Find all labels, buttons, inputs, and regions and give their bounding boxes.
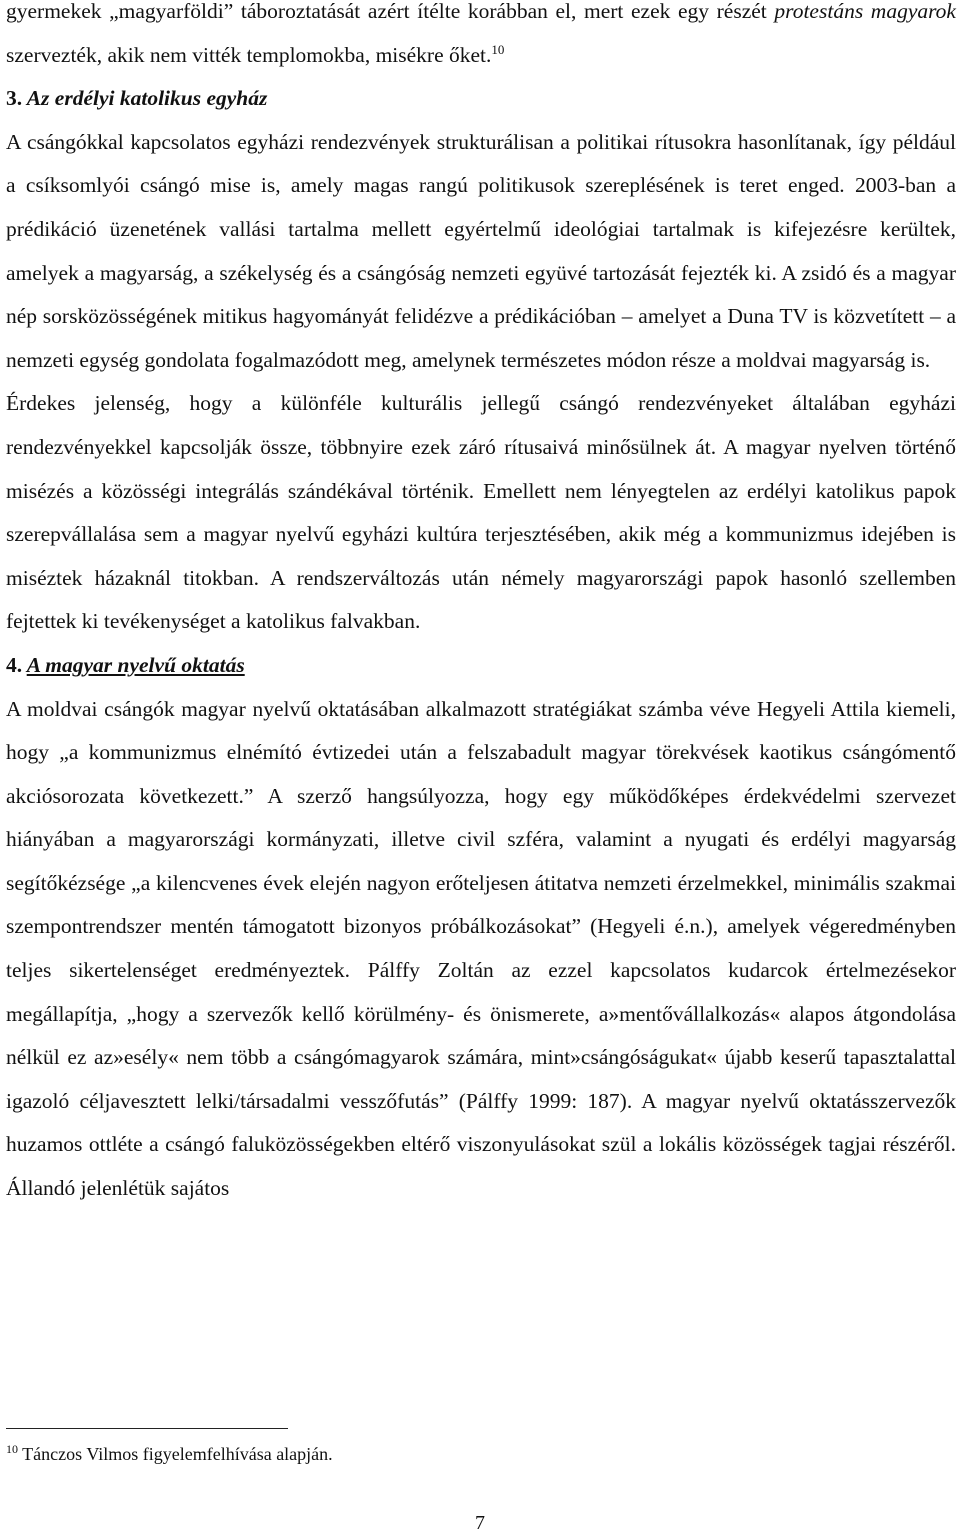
document-page [6,0,956,1211]
italic-phrase: protestáns magyarok [774,0,956,23]
paragraph: Érdekes jelenség, hogy a különféle kulturális jellegű csángó rendezvényeket általában egyházi rendezvényekkel kapcsolják össze, többnyire ezek záró rítusaivá minősülnek át. A magyar nyelven történő misézés a közösségi integrálás szándékával történik. Emellett nem lényegtelen az erdélyi katolikus papok szerepvállalása sem a magyar nyelvű egyházi kultúra terjesztésében, akik még a kommunizmus idejében is miséztek házaknál titokban. A rendszerváltozás után némely magyarországi papok hasonló szellemben fejtettek ki tevékenységet a katolikus falvakban. [6,391,956,634]
paragraph-text: szervezték, akik nem vitték templomokba, misékre őket. [6,42,492,67]
heading-title: A magyar nyelvű oktatás [26,652,245,677]
paragraph-text: gyermekek „magyarföldi” táboroztatását azért ítélte korábban el, mert ezek egy részét [6,0,775,23]
page-number: 7 [475,1512,485,1534]
footnote-text: Tánczos Vilmos figyelemfelhívása alapján. [18,1444,333,1464]
section-heading-4 [6,644,956,688]
heading-number: 3. [6,86,23,111]
paragraph-continuation [6,0,956,77]
paragraph: A moldvai csángók magyar nyelvű oktatásában alkalmazott stratégiákat számba véve Hegyeli Attila kiemeli, hogy „a kommunizmus elnémító évtizedei után a felszabadult magyar törekvések kaotikus csángómentő akciósorozata következett.” A szerző hangsúlyozza, hogy egy működőképes érdekvédelmi szervezet hiányában a magyarországi kormányzati, illetve civil szféra, valamint a nyugati és erdélyi magyarság segítőkézsége „a kilencvenes évek elején nagyon erőteljesen átitatva nemzeti érzelmekkel, minimális szakmai szempontrendszer mentén támogatott bizonyos próbálkozásokat” (Hegyeli é.n.), amelyek végeredményben teljes sikertelenséget eredményeztek. Pálffy Zoltán az ezzel kapcsolatos kudarcok értelmezésekor megállapítja, „hogy a szervezők kellő körülmény- és önismerete, a»mentővállalkozás« alapos átgondolása nélkül ez az»esély« nem több a csángómagyarok számára, mint»csángóságukat« újabb keserű tapasztalattal igazoló céljavesztett lelki/társadalmi vesszőfutás” (Pálffy 1999: 187). A magyar nyelvű oktatásszervezők huzamos ottléte a csángó faluközösségekben eltérő viszonyulásokat szül a lokális közösségek tagjai részéről. Állandó jelenlétük sajátos [6,696,956,1201]
footnote-reference[interactable]: 10 [491,41,505,57]
heading-title: Az erdélyi katolikus egyház [22,86,268,111]
footnote-marker: 10 [6,1442,18,1456]
footnote [6,1442,333,1466]
paragraph: A csángókkal kapcsolatos egyházi rendezvények strukturálisan a politikai rítusokra hasonlítanak, így például a csíksomlyói csángó mise is, amely magas rangú politikusok szereplésének is teret enged. 2003-ban a prédikáció üzenetének vallási tartalma mellett egyértelmű ideológiai tartalmak is kifejezésre kerültek, amelyek a magyarság, a székelység és a csángóság nemzeti együvé tartozását fejezték ki. A zsidó és a magyar nép sorsközösségének mitikus hagyományát felidézve a prédikációban – amelyet a Duna TV is közvetített – a nemzeti egység gondolata fogalmazódott meg, amelynek természetes módon része a moldvai magyarság is. [6,129,956,372]
section-heading-3 [6,77,956,121]
footnote-separator [6,1428,288,1429]
heading-number: 4. [6,652,23,677]
